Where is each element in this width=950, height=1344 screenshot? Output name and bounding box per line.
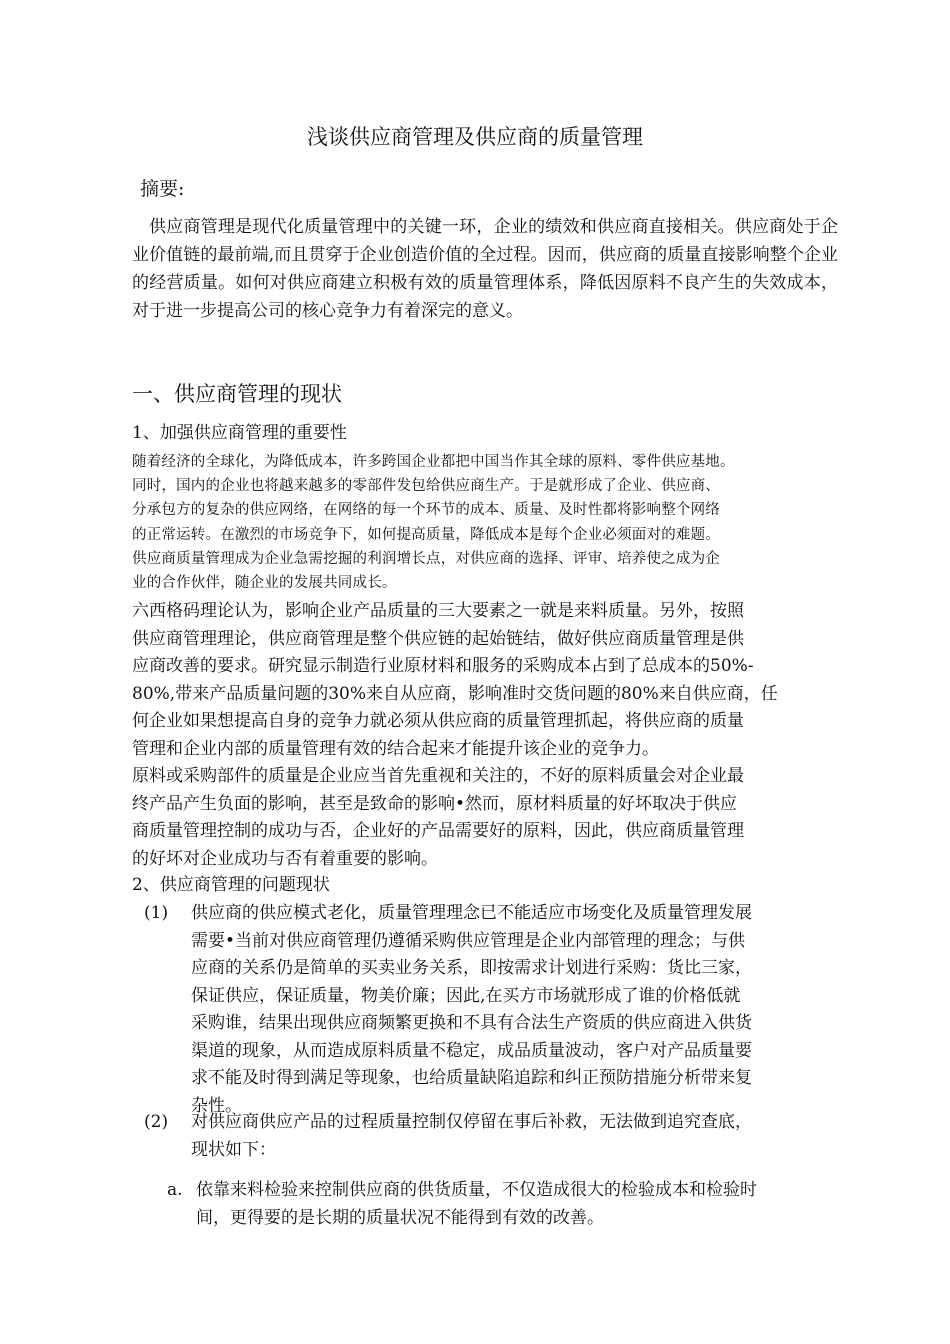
text-line: 应商的关系仍是简单的买卖业务关系，即按需求计划进行采购：货比三家， <box>191 958 752 978</box>
text-line: 需要•当前对供应商管理仍遵循采购供应管理是企业内部管理的理念；与供 <box>191 930 746 951</box>
text-line: 保证供应，保证质量，物美价廉；因此,在买方市场就形成了谁的价格低就 <box>191 985 741 1006</box>
text-line: 80%,带来产品质量问题的30%来自从应商，影响准时交货问题的80%来自供应商，任 <box>132 683 778 704</box>
abstract-body <box>132 213 838 325</box>
abstract-line: 的质量直接影响整个企业的经营质量。如何对供应商建立积极有效的质量管理体系， <box>132 245 839 293</box>
text-line: 终产品产生负面的影响，甚至是致命的影响•然而，原材料质量的好坏取决于供应 <box>132 793 738 814</box>
text-line: 的正常运转。在激烈的市场竞争下，如何提高质量，降低成本是每个企业必须面对的难题。 <box>132 526 720 543</box>
paragraph <box>132 763 832 873</box>
abstract-line: 供应商管理是现代化质量管理中的关键一环，企业的绩效和供应商直接相关。供 <box>149 217 753 237</box>
text-line: 供应商的供应模式老化，质量管理理念已不能适应市场变化及质量管理发展 <box>191 903 752 923</box>
paragraph <box>132 598 832 763</box>
list-item-text <box>191 900 841 1120</box>
subsection-heading: 2、供应商管理的问题现状 <box>132 875 330 895</box>
abstract-line: 降低因原料不良产生的失效成本，对于进一步提高公司的核心竞争力有着深完的意 <box>132 273 839 321</box>
text-line: 同时，国内的企业也将越来越多的零部件发包给供应商生产。于是就形成了企业、供应商、 <box>132 478 720 495</box>
list-item-number: (2) <box>144 1112 169 1132</box>
abstract-line: 义。 <box>489 301 523 321</box>
abstract-line: 应商处于企业价值链的最前端,而且贯穿于企业创造价值的全过程。因而，供应商 <box>132 217 839 265</box>
subsection-heading: 1、加强供应商管理的重要性 <box>132 423 347 443</box>
list-item-text <box>191 1109 841 1164</box>
text-line: 分承包方的复杂的供应网络，在网络的每一个环节的成本、质量、及时性都将影响整个网络 <box>132 502 720 519</box>
text-line: 业的合作伙伴，随企业的发展共同成长。 <box>132 575 397 592</box>
text-line: 应商改善的要求。研究显示制造行业原材料和服务的采购成本占到了总成本的50%- <box>132 656 754 676</box>
abstract-label: 摘要: <box>140 178 185 200</box>
text-line: 六西格码理论认为，影响企业产品质量的三大要素之一就是来料质量。另外，按照 <box>132 601 744 621</box>
text-line: 管理和企业内部的质量管理有效的结合起来才能提升该企业的竞争力。 <box>132 738 659 759</box>
document-title: 浅谈供应商管理及供应商的质量管理 <box>307 125 643 149</box>
text-line: 对供应商供应产品的过程质量控制仅停留在事后补救，无法做到追究查底， <box>191 1112 752 1132</box>
list-item-number: (1) <box>144 903 169 923</box>
sub-list-item-letter: a. <box>167 1180 183 1200</box>
text-line: 间，更得要的是长期的质量状况不能得到有效的改善。 <box>196 1207 604 1228</box>
text-line: 商质量管理控制的成功与否，企业好的产品需要好的原料，因此，供应商质量管理 <box>132 821 744 841</box>
text-line: 渠道的现象，从而造成原料质量不稳定，成品质量波动，客户对产品质量要 <box>191 1040 752 1061</box>
text-line: 现状如下： <box>191 1139 276 1160</box>
paragraph <box>132 450 832 595</box>
text-line: 依靠来料检验来控制供应商的供货质量，不仅造成很大的检验成本和检验时 <box>196 1180 757 1200</box>
section-heading: 一、供应商管理的现状 <box>132 382 342 406</box>
text-line: 供应商质量管理成为企业急需挖掘的利润增长点，对供应商的选择、评审、培养使之成为企 <box>132 550 720 567</box>
text-line: 何企业如果想提高自身的竞争力就必须从供应商的质量管理抓起，将供应商的质量 <box>132 711 744 731</box>
text-line: 求不能及时得到满足等现象，也给质量缺陷追踪和纠正预防措施分析带来复 <box>191 1068 752 1088</box>
text-line: 的好坏对企业成功与否有着重要的影响。 <box>132 848 438 869</box>
text-line: 原料或采购部件的质量是企业应当首先重视和关注的，不好的原料质量会对企业最 <box>132 766 744 786</box>
sub-list-item-text <box>196 1177 836 1232</box>
text-line: 采购谁，结果出现供应商频繁更换和不具有合法生产资质的供应商进入供货 <box>191 1013 752 1033</box>
text-line: 杂性。 <box>191 1095 242 1116</box>
text-line: 供应商管理理论，供应商管理是整个供应链的起始链结，做好供应商质量管理是供 <box>132 628 744 649</box>
text-line: 随着经济的全球化，为降低成本，许多跨国企业都把中国当作其全球的原料、零件供应基地。 <box>132 454 735 470</box>
